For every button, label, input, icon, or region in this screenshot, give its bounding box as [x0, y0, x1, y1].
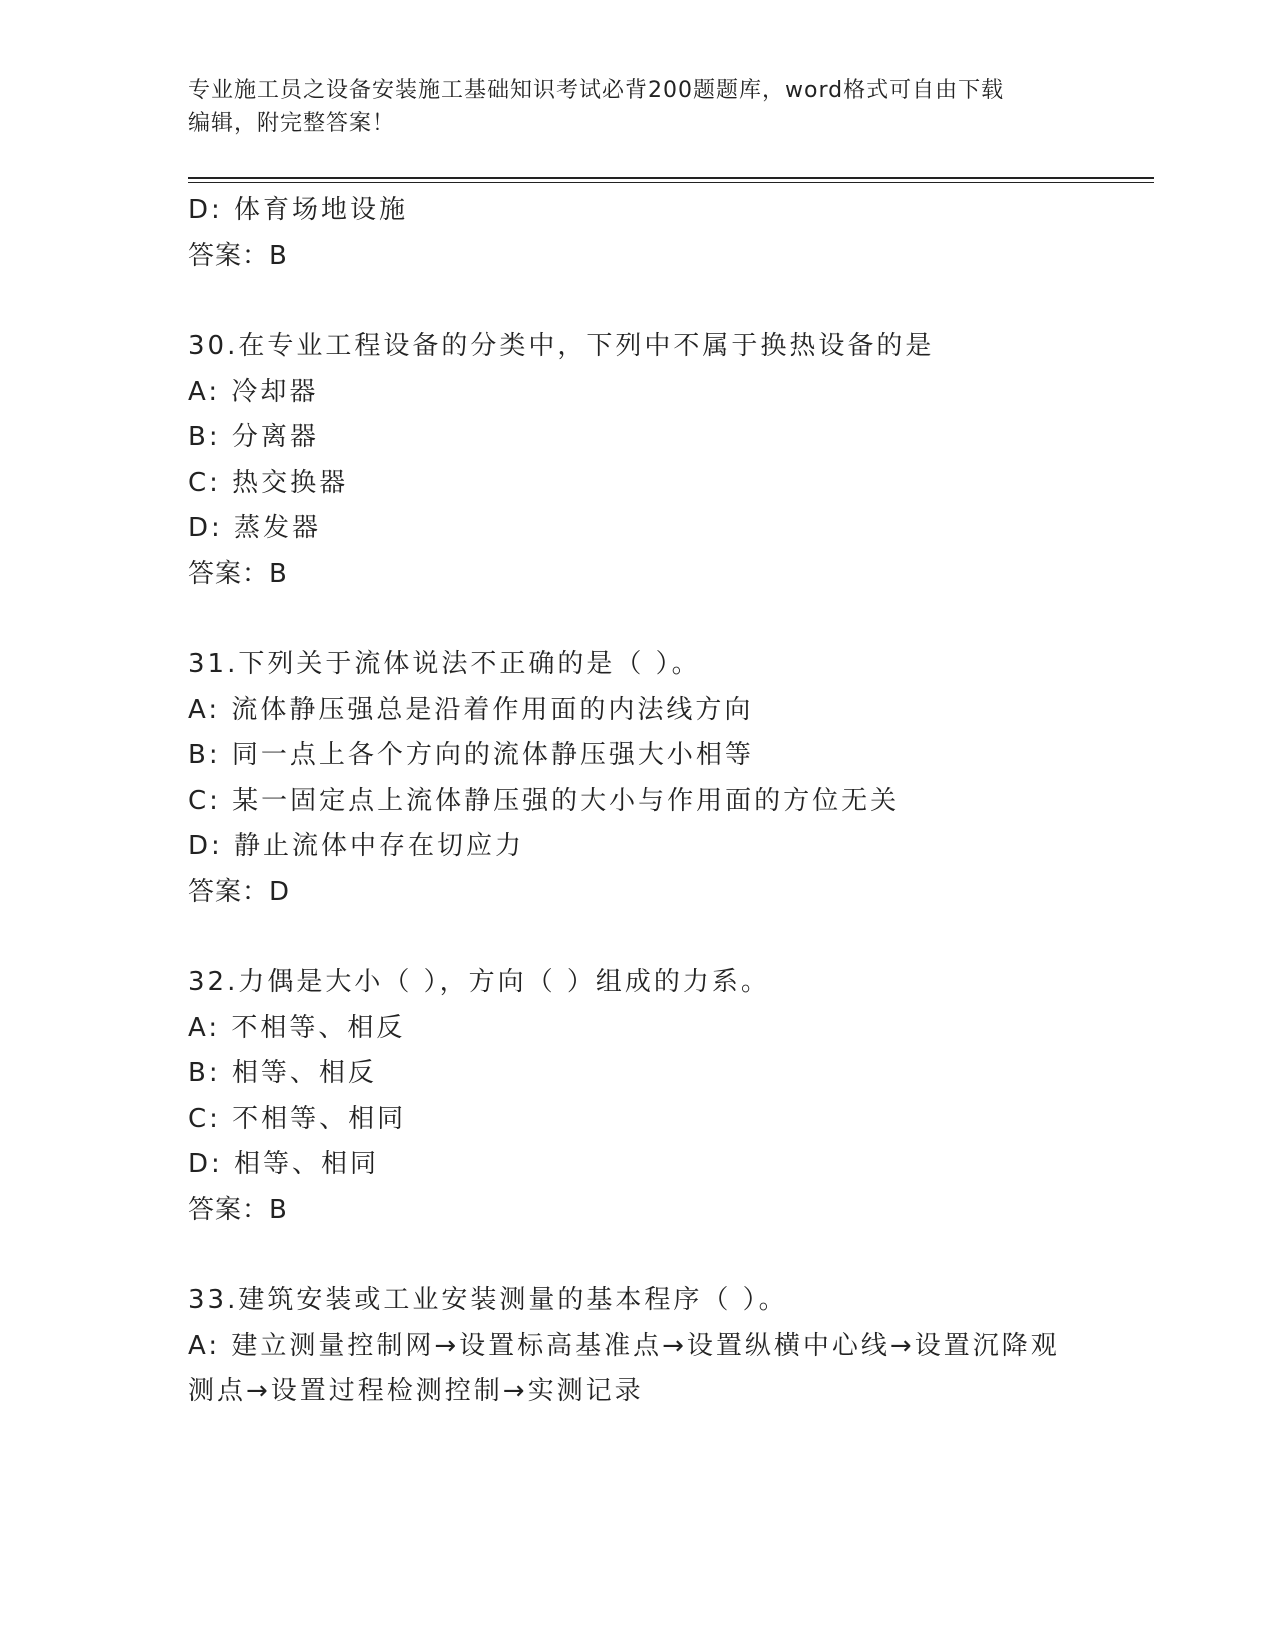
option-c: C: 热交换器 [188, 467, 349, 498]
question-30 [188, 324, 1148, 597]
question-stem: 33.建筑安装或工业安装测量的基本程序（ ）。 [188, 1285, 788, 1315]
option-d: D: 体育场地设施 [188, 195, 409, 225]
question-list [188, 188, 1148, 1415]
header-title-line2: 编辑，附完整答案！ [188, 111, 396, 136]
option-a: A: 不相等、相反 [188, 1012, 406, 1043]
option-a-line1: A: 建立测量控制网→设置标高基准点→设置纵横中心线→设置沉降观 [188, 1330, 1060, 1361]
option-b: B: 分离器 [188, 422, 319, 452]
question-33 [188, 1278, 1148, 1415]
option-d: D: 静止流体中存在切应力 [188, 831, 525, 861]
header-divider-thin [188, 182, 1154, 183]
option-a-line2: 测点→设置过程检测控制→实测记录 [188, 1376, 644, 1406]
answer: 答案：D [188, 876, 291, 907]
option-d: D: 相等、相同 [188, 1149, 380, 1179]
header-divider-thick [188, 177, 1154, 179]
question-31 [188, 642, 1148, 915]
option-d: D: 蒸发器 [188, 513, 322, 543]
answer: 答案：B [188, 1194, 288, 1225]
question-29-tail [188, 188, 1148, 279]
question-stem: 30.在专业工程设备的分类中，下列中不属于换热设备的是 [188, 331, 935, 361]
header-title-line1: 专业施工员之设备安装施工基础知识考试必背200题题库，word格式可自由下载 [188, 78, 1005, 103]
question-stem: 31.下列关于流体说法不正确的是（ ）。 [188, 649, 701, 679]
answer: 答案：B [188, 558, 288, 589]
option-a: A: 流体静压强总是沿着作用面的内法线方向 [188, 694, 754, 725]
answer: 答案：B [188, 240, 288, 271]
option-c: C: 不相等、相同 [188, 1103, 407, 1134]
option-b: B: 同一点上各个方向的流体静压强大小相等 [188, 740, 754, 770]
document-header [188, 74, 1088, 140]
option-b: B: 相等、相反 [188, 1058, 377, 1088]
question-32 [188, 960, 1148, 1233]
option-a: A: 冷却器 [188, 376, 319, 407]
question-stem: 32.力偶是大小（ ），方向（ ）组成的力系。 [188, 967, 770, 997]
option-c: C: 某一固定点上流体静压强的大小与作用面的方位无关 [188, 785, 900, 816]
